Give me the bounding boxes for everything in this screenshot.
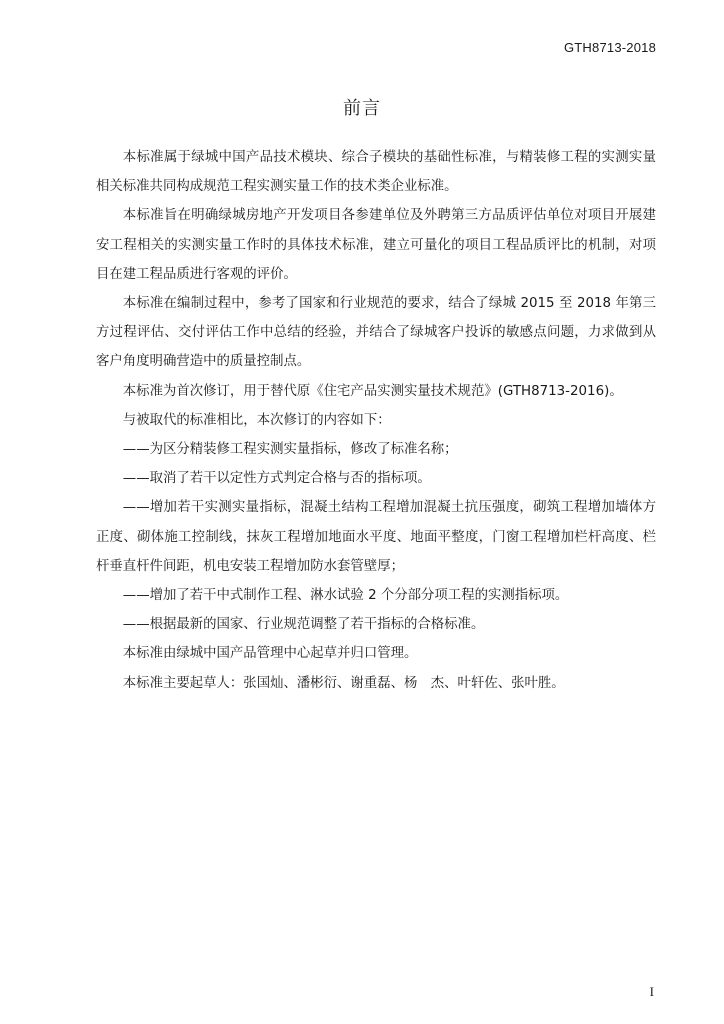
revision-item: ——取消了若干以定性方式判定合格与否的指标项。 [122,471,431,487]
document-code: GTH8713-2018 [563,40,656,55]
page-title: 前言 [343,98,381,119]
revision-item: ——为区分精装修工程实测实量指标，修改了标准名称； [122,442,458,458]
revision-item: ——根据最新的国家、行业规范调整了若干指标的合格标准。 [122,617,485,633]
paragraph: 本标准在编制过程中，参考了国家和行业规范的要求，结合了绿城 2015 至 2018 年第三方过程评估、交付评估工作中总结的经验，并结合了绿城客户投诉的敏感点问题，力求做到从客户角度明确营造中的质量控制点。 [96,296,656,370]
revision-item: ——增加若干实测实量指标，混凝土结构工程增加混凝土抗压强度，砌筑工程增加墙体方正度、砌体施工控制线，抹灰工程增加地面水平度、地面平整度，门窗工程增加栏杆高度、栏杆垂直杆件间距，机电安装工程增加防水套管壁厚； [96,500,656,574]
page-number: I [649,984,654,999]
paragraph: 本标准属于绿城中国产品技术模块、综合子模块的基础性标准，与精装修工程的实测实量相关标准共同构成规范工程实测实量工作的技术类企业标准。 [96,150,656,195]
paragraph: 本标准为首次修订，用于替代原《住宅产品实测实量技术规范》(GTH8713-2016)。 [122,383,623,399]
paragraph: 与被取代的标准相比，本次修订的内容如下： [122,412,391,428]
paragraph: 本标准由绿城中国产品管理中心起草并归口管理。 [122,646,418,662]
drafters-paragraph: 本标准主要起草人：张国灿、潘彬衍、谢重磊、杨 杰、叶轩佐、张叶胜。 [122,675,565,691]
foreword-body [96,143,656,698]
revision-item: ——增加了若干中式制作工程、淋水试验 2 个分部分项工程的实测指标项。 [122,588,569,604]
paragraph: 本标准旨在明确绿城房地产开发项目各参建单位及外聘第三方品质评估单位对项目开展建安工程相关的实测实量工作时的具体技术标准，建立可量化的项目工程品质评比的机制，对项目在建工程品质进行客观的评价。 [96,208,656,282]
